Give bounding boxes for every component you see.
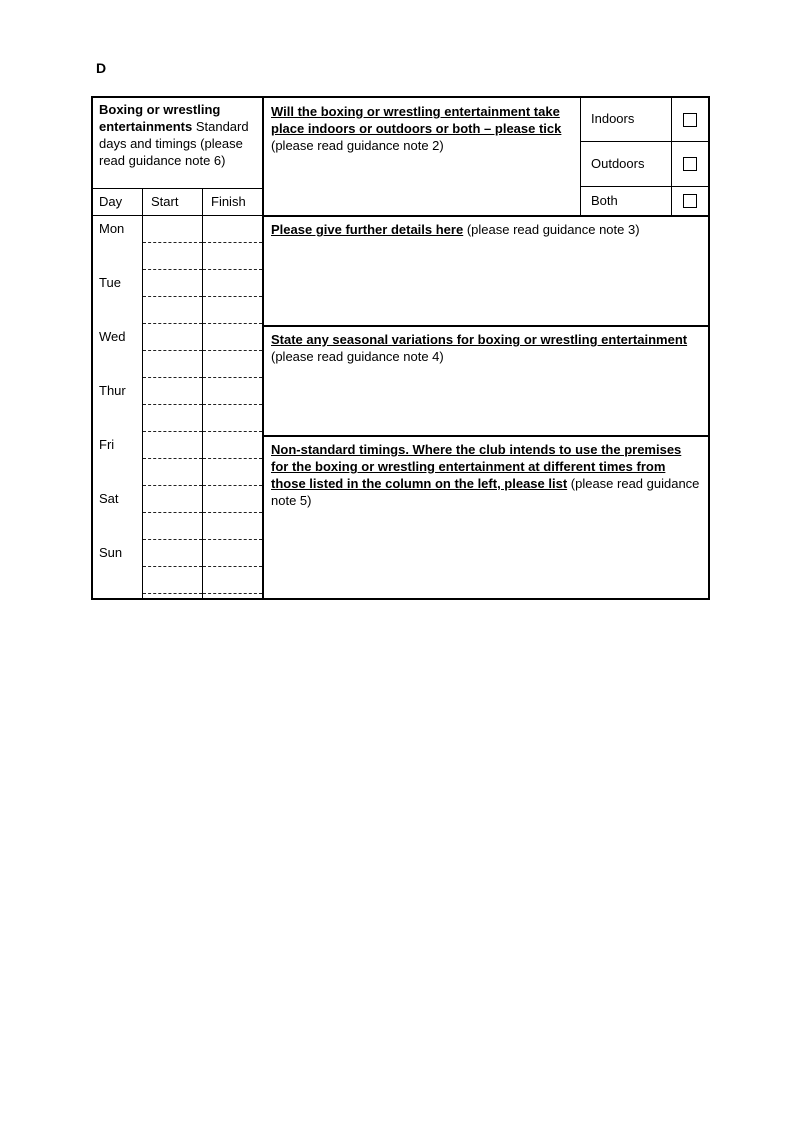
finish-time-slot[interactable] bbox=[203, 486, 262, 513]
non-standard-timings-answer-area[interactable] bbox=[264, 534, 708, 598]
seasonal-variations-answer-area[interactable] bbox=[264, 392, 708, 435]
finish-times-column bbox=[203, 378, 262, 432]
day-row-wed bbox=[93, 324, 262, 378]
day-row-mon bbox=[93, 216, 262, 270]
finish-time-slot[interactable] bbox=[203, 324, 262, 351]
start-time-slot[interactable] bbox=[143, 459, 202, 486]
start-time-slot[interactable] bbox=[143, 567, 202, 594]
further-details-heading: Please give further details here bbox=[271, 222, 464, 237]
location-question-text bbox=[264, 98, 580, 155]
both-checkbox[interactable] bbox=[683, 194, 697, 208]
finish-time-slot[interactable] bbox=[203, 540, 262, 567]
finish-time-slot[interactable] bbox=[203, 351, 262, 378]
finish-times-column bbox=[203, 432, 262, 486]
start-time-slot[interactable] bbox=[143, 486, 202, 513]
finish-times-column bbox=[203, 486, 262, 540]
finish-times-column bbox=[203, 216, 262, 270]
day-row-fri bbox=[93, 432, 262, 486]
further-details-note: (please read guidance note 3) bbox=[463, 222, 640, 237]
timings-title: Boxing or wrestling entertainments bbox=[99, 102, 221, 134]
day-label: Tue bbox=[93, 270, 143, 324]
day-row-sat bbox=[93, 486, 262, 540]
start-time-slot[interactable] bbox=[143, 297, 202, 324]
start-times-column bbox=[143, 216, 203, 270]
non-standard-timings-note: (please read guidance note 5) bbox=[271, 475, 700, 508]
start-time-slot[interactable] bbox=[143, 243, 202, 270]
finish-time-slot[interactable] bbox=[203, 297, 262, 324]
standard-timings-column bbox=[93, 98, 262, 598]
column-header-day: Day bbox=[93, 189, 143, 215]
finish-times-column bbox=[203, 540, 262, 598]
start-time-slot[interactable] bbox=[143, 540, 202, 567]
further-details-answer-area[interactable] bbox=[264, 282, 708, 325]
section-letter: D bbox=[96, 60, 107, 76]
finish-time-slot[interactable] bbox=[203, 216, 262, 243]
start-time-slot[interactable] bbox=[143, 351, 202, 378]
boxing-wrestling-form-table bbox=[91, 96, 710, 600]
option-label-indoors: Indoors bbox=[581, 98, 672, 141]
finish-times-column bbox=[203, 324, 262, 378]
checkbox-cell bbox=[672, 187, 708, 215]
non-standard-timings-section bbox=[264, 437, 708, 598]
day-row-thur bbox=[93, 378, 262, 432]
start-time-slot[interactable] bbox=[143, 270, 202, 297]
day-row-sun bbox=[93, 540, 262, 598]
indoors-checkbox[interactable] bbox=[683, 113, 697, 127]
finish-time-slot[interactable] bbox=[203, 405, 262, 432]
column-header-finish: Finish bbox=[211, 194, 246, 209]
finish-time-slot[interactable] bbox=[203, 270, 262, 297]
finish-times-column bbox=[203, 270, 262, 324]
option-label-outdoors: Outdoors bbox=[581, 142, 672, 186]
seasonal-variations-heading: State any seasonal variations for boxing or wrestling entertainment bbox=[271, 332, 688, 347]
finish-time-slot[interactable] bbox=[203, 513, 262, 540]
location-question-note: (please read guidance note 2) bbox=[271, 137, 444, 153]
start-time-slot[interactable] bbox=[143, 216, 202, 243]
start-times-column bbox=[143, 432, 203, 486]
finish-time-slot[interactable] bbox=[203, 243, 262, 270]
further-details-section bbox=[264, 217, 708, 327]
day-label: Sun bbox=[93, 540, 143, 598]
timings-subtitle: Standard days and timings (please read guidance note 6) bbox=[99, 118, 249, 168]
outdoors-checkbox[interactable] bbox=[683, 157, 697, 171]
start-time-slot[interactable] bbox=[143, 324, 202, 351]
day-label: Sat bbox=[93, 486, 143, 540]
seasonal-variations-section bbox=[264, 327, 708, 437]
option-row-indoors bbox=[581, 98, 708, 142]
start-time-slot[interactable] bbox=[143, 378, 202, 405]
start-times-column bbox=[143, 270, 203, 324]
checkbox-cell bbox=[672, 98, 708, 141]
day-label: Fri bbox=[93, 432, 143, 486]
start-times-column bbox=[143, 486, 203, 540]
start-time-slot[interactable] bbox=[143, 432, 202, 459]
start-times-column bbox=[143, 378, 203, 432]
day-label: Wed bbox=[93, 324, 143, 378]
day-header-row bbox=[93, 189, 262, 216]
option-row-both bbox=[581, 187, 708, 215]
day-label: Mon bbox=[93, 216, 143, 270]
finish-time-slot[interactable] bbox=[203, 567, 262, 594]
option-label-both: Both bbox=[581, 187, 672, 215]
finish-time-slot[interactable] bbox=[203, 459, 262, 486]
timings-header-cell bbox=[93, 98, 262, 189]
non-standard-timings-heading: Non-standard timings. Where the club intends to use the premises for the boxing or wrestling entertainment at different times from those listed in the column on the left, please list bbox=[271, 442, 682, 491]
finish-time-slot[interactable] bbox=[203, 378, 262, 405]
seasonal-variations-note: (please read guidance note 4) bbox=[271, 348, 444, 364]
location-options-table bbox=[580, 98, 708, 215]
finish-time-slot[interactable] bbox=[203, 432, 262, 459]
column-header-start: Start bbox=[143, 189, 203, 215]
start-time-slot[interactable] bbox=[143, 513, 202, 540]
option-row-outdoors bbox=[581, 142, 708, 187]
checkbox-cell bbox=[672, 142, 708, 186]
start-times-column bbox=[143, 324, 203, 378]
start-time-slot[interactable] bbox=[143, 405, 202, 432]
day-label: Thur bbox=[93, 378, 143, 432]
day-row-tue bbox=[93, 270, 262, 324]
questions-column bbox=[262, 98, 708, 598]
day-grid bbox=[93, 216, 262, 598]
location-question-heading: Will the boxing or wrestling entertainment take place indoors or outdoors or both – please tick bbox=[271, 104, 562, 136]
location-question-section bbox=[264, 98, 708, 217]
start-times-column bbox=[143, 540, 203, 598]
